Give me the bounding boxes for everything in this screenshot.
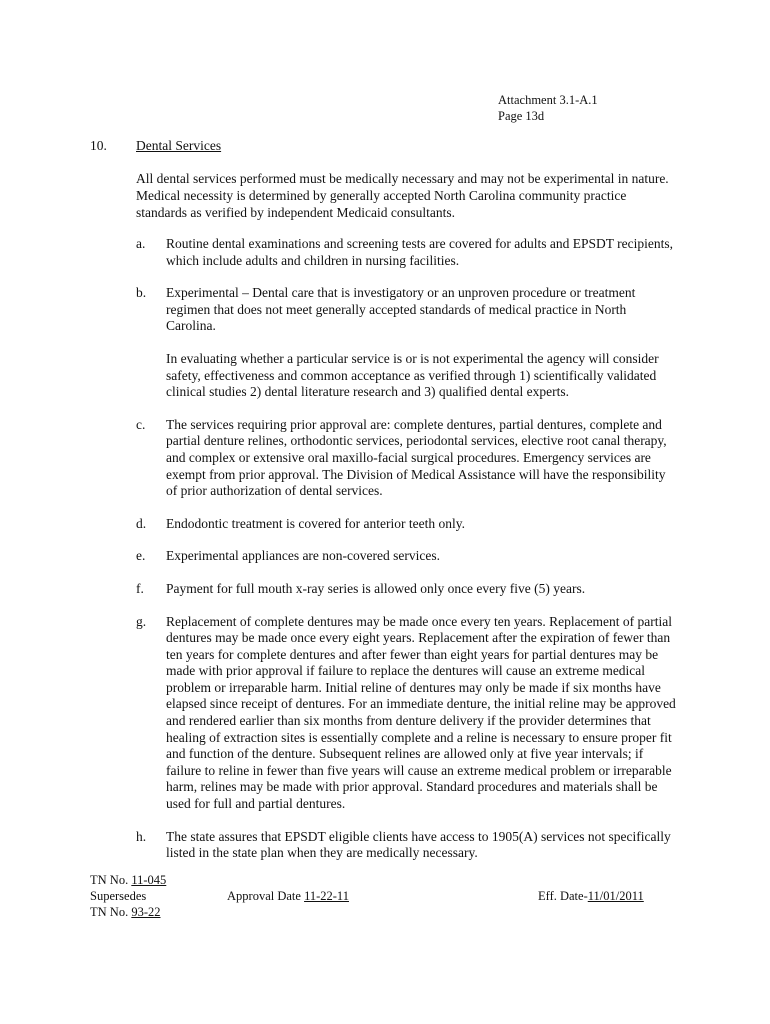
effective-date: [538, 888, 644, 904]
tn-value: 11-045: [131, 873, 167, 887]
approval-label: Approval Date: [227, 889, 301, 903]
item-letter: a.: [136, 236, 146, 251]
item-paragraph: Routine dental examinations and screening tests are covered for adults and EPSDT recipients, which include adults and children in nursing facilities.: [166, 236, 673, 268]
item-letter: f.: [136, 580, 144, 596]
list-item: [136, 548, 676, 565]
item-paragraph: The state assures that EPSDT eligible clients have access to 1905(A) services not specifically listed in the state plan when they are medically necessary.: [166, 828, 671, 861]
section-title: Dental Services: [136, 138, 222, 153]
eff-value: 11/01/2011: [587, 889, 644, 903]
intro-paragraph: All dental services performed must be medically necessary and may not be experimental in nature. Medical necessity is determined by generally accepted North Carolina community practice standards as verified by independent Medicaid consultants.: [136, 171, 669, 220]
list-item: [136, 417, 676, 500]
item-letter: g.: [136, 613, 147, 629]
list-item: [136, 236, 676, 269]
list-item: [136, 581, 676, 598]
item-paragraph: Experimental – Dental care that is investigatory or an unproven procedure or treatment regimen that does not meet generally accepted standards of medical practice in North Carolina.: [166, 285, 636, 334]
item-letter: e.: [136, 548, 146, 564]
item-paragraph: Experimental appliances are non-covered services.: [166, 548, 440, 564]
page-header: [498, 92, 598, 124]
eff-label: Eff. Date-: [538, 889, 588, 903]
tn2-label: TN No.: [90, 905, 129, 919]
list-item: [136, 614, 676, 813]
item-paragraph: The services requiring prior approval are: complete dentures, partial dentures, complete and partial denture relines, orthodontic services, periodontal services, elective root canal therapy, and complex or extensive oral maxillo-facial surgical procedures. Emergency services are exempt from prior approval. The Division of Medical Assistance will have the responsibility of prior authorization of dental services.: [166, 416, 667, 499]
list-item: [136, 516, 676, 533]
item-paragraph: Payment for full mouth x-ray series is allowed only once every five (5) years.: [166, 580, 586, 596]
item-paragraph: Endodontic treatment is covered for anterior teeth only.: [166, 515, 466, 531]
page-footer: [90, 872, 670, 922]
list-item: [136, 285, 676, 401]
section-number: 10.: [90, 138, 107, 153]
item-list: [136, 236, 676, 878]
attachment-label: Attachment 3.1-A.1: [498, 93, 598, 107]
item-letter: c.: [136, 416, 146, 432]
approval-date: [227, 888, 349, 904]
page-number: Page 13d: [498, 109, 545, 123]
tn-line: [90, 872, 166, 888]
transmittal-numbers: [90, 872, 166, 920]
item-letter: d.: [136, 515, 147, 531]
item-paragraph: Replacement of complete dentures may be made once every ten years. Replacement of partial dentures may be made once every eight years. Replacement after the expiration of fewer than ten years for complete dentures and after fewer than eight years for partial dentures may be made with prior approval if failure to replace the dentures will cause an extreme medical problem or irreparable harm. Initial reline of dentures may only be made if six months have elapsed since receipt of dentures. For an immediate denture, the initial reline may be approved and rendered earlier than six months from denture delivery if the provider determines that healing of extraction sites is essentially complete and a reline is necessary to ensure proper fit and function of the denture. Subsequent relines are allowed only at five year intervals; if failure to reline in fewer than five years will cause an extreme medical problem or irreparable harm, relines may be made with prior approval. Standard procedures and materials shall be used for full and partial dentures.: [166, 613, 676, 812]
supersedes-label: Supersedes: [90, 889, 147, 903]
tn2-value: 93-22: [131, 905, 161, 919]
item-letter: h.: [136, 828, 147, 844]
list-item: [136, 829, 676, 862]
tn2-line: [90, 904, 166, 920]
tn-label: TN No.: [90, 873, 129, 887]
item-letter: b.: [136, 285, 147, 301]
approval-value: 11-22-11: [304, 889, 349, 903]
item-paragraph: In evaluating whether a particular service is or is not experimental the agency will consider safety, effectiveness and common acceptance as verified through 1) scientifically validated clinical studies 2) dental literature research and 3) qualified dental experts.: [166, 350, 659, 400]
